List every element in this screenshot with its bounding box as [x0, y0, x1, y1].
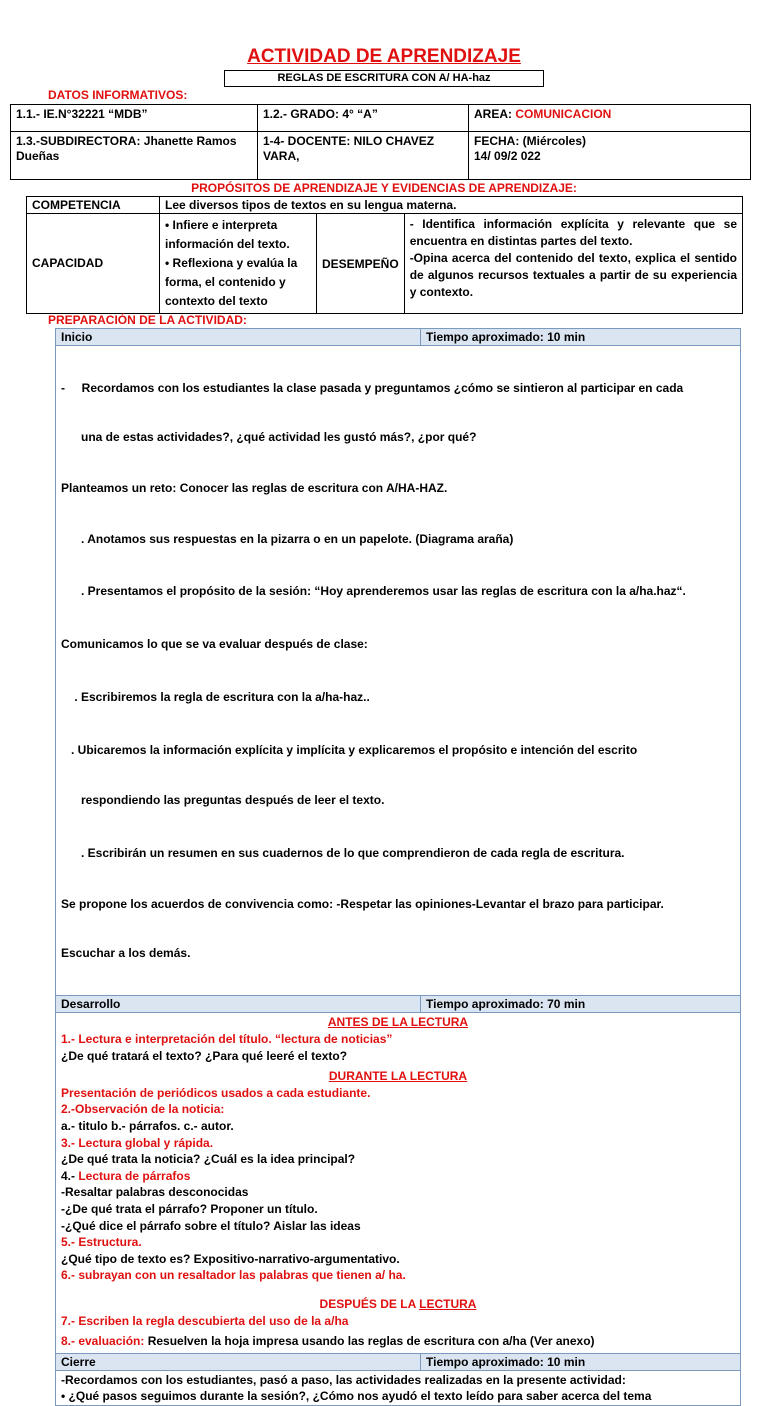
inicio-line: . Escribiremos la regla de escritura con la a/ha-haz..	[61, 690, 370, 705]
inicio-line: - Recordamos con los estudiantes la clase pasada y preguntamos ¿cómo se sintieron al participar en cada	[61, 380, 684, 395]
inicio-content	[56, 346, 741, 996]
inicio-line: . Anotamos sus respuestas en la pizarra o en un papelote. (Diagrama araña)	[61, 532, 514, 547]
capacidad-value: • Infiere e interpreta información del texto. • Reflexiona y evalúa la forma, el contenido y contexto del texto	[160, 214, 317, 314]
capacidad-label: CAPACIDAD	[27, 214, 160, 314]
despues-heading: DESPUÉS DE LA LECTURA	[319, 1296, 477, 1311]
propositos-table	[26, 196, 743, 314]
page-title: ACTIVIDAD DE APRENDIZAJE	[247, 46, 521, 67]
desarrollo-content: ANTES DE LA LECTURA 1.- Lectura e interpretación del título. “lectura de noticias” ¿De qué tratará el texto? ¿Para qué leeré el texto? DURANTE LA LECTURA Presentación de periódicos usados a cada estudiante. 2.-Observación de la noticia: a.- titulo b.- párrafos. c.- autor. 3.- Lectura global y rápida. ¿De qué trata la noticia? ¿Cuál es la idea principal? 4.- Lectura de párrafos -Resaltar palabras desconocidas -¿De qué trata el párrafo? Proponer un título. -¿Qué dice el párrafo sobre el título? Aislar las ideas 5.- Estructura. ¿Qué tipo de texto es? Expositivo-narrativo-argumentativo. 6.- subrayan con un resaltador las palabras que tienen a/ ha. DESPUÉS DE LA LECTURA 7.- Escriben la regla descubierta del uso de la a/ha 8.- evaluación: Resuelven la hoja impresa usando las reglas de escritura con a/ha (Ver anexo)	[56, 1013, 741, 1353]
datos-table	[10, 104, 751, 180]
inicio-line: . Ubicaremos la información explícita y implícita y explicaremos el propósito e intención del escrito	[61, 743, 638, 758]
subtitle-box: REGLAS DE ESCRITURA CON A/ HA-haz	[224, 70, 544, 87]
inicio-line: Se propone los acuerdos de convivencia como: -Respetar las opiniones-Levantar el brazo para participar.	[61, 897, 664, 911]
inicio-line: . Escribirán un resumen en sus cuadernos de lo que comprendieron de cada regla de escritura.	[61, 845, 625, 860]
preparacion-table	[55, 328, 741, 1406]
area-cell: AREA: COMUNICACION	[469, 105, 751, 132]
competencia-label: COMPETENCIA	[27, 197, 160, 214]
desempeno-label: DESEMPEÑO	[317, 214, 405, 314]
grado-cell: 1.2.- GRADO: 4° “A”	[258, 105, 469, 132]
competencia-value: Lee diversos tipos de textos en su lengua materna.	[160, 197, 743, 214]
inicio-label: Inicio	[56, 329, 421, 346]
cierre-tiempo: Tiempo aproximado: 10 min	[421, 1353, 741, 1370]
inicio-line: . Presentamos el propósito de la sesión: “Hoy aprenderemos usar las reglas de escritura con la a/ha.haz“.	[61, 583, 686, 598]
inicio-line: Comunicamos lo que se va evaluar después de clase:	[61, 636, 368, 651]
docente-cell: 1-4- DOCENTE: NILO CHAVEZ VARA,	[258, 132, 469, 180]
desarrollo-label: Desarrollo	[56, 996, 421, 1013]
antes-heading: ANTES DE LA LECTURA	[327, 1015, 469, 1030]
inicio-line: Planteamos un reto: Conocer las reglas de escritura con A/HA-HAZ.	[61, 481, 448, 496]
ie-cell: 1.1.- IE.N°32221 “MDB”	[11, 105, 258, 132]
cierre-content: -Recordamos con los estudiantes, pasó a paso, las actividades realizadas en la presente actividad: • ¿Qué pasos seguimos durante la sesión?, ¿Cómo nos ayudó el texto leído para saber acerca del tema	[56, 1370, 741, 1405]
fecha-cell: FECHA: (Miércoles) 14/ 09/2 022	[469, 132, 751, 180]
desempeno-value: - Identifica información explícita y relevante que se encuentra en distintas partes del texto. -Opina acerca del contenido del texto, explica el sentido de algunos recursos textuales a partir de su experiencia y contexto.	[404, 214, 742, 314]
inicio-line: Escuchar a los demás.	[61, 946, 191, 961]
datos-heading: DATOS INFORMATIVOS:	[48, 88, 188, 102]
subdirectora-cell: 1.3.-SUBDIRECTORA: Jhanette Ramos Dueñas	[11, 132, 258, 180]
cierre-label: Cierre	[56, 1353, 421, 1370]
inicio-line: respondiendo las preguntas después de leer el texto.	[61, 792, 385, 807]
durante-heading: DURANTE LA LECTURA	[328, 1069, 468, 1084]
inicio-tiempo: Tiempo aproximado: 10 min	[421, 329, 741, 346]
preparacion-heading: PREPARACIÓN DE LA ACTIVIDAD:	[48, 313, 247, 327]
propositos-heading: PROPÓSITOS DE APRENDIZAJE Y EVIDENCIAS DE APRENDIZAJE:	[191, 181, 577, 195]
desarrollo-tiempo: Tiempo aproximado: 70 min	[421, 996, 741, 1013]
inicio-line: una de estas actividades?, ¿qué actividad les gustó más?, ¿por qué?	[61, 430, 477, 445]
